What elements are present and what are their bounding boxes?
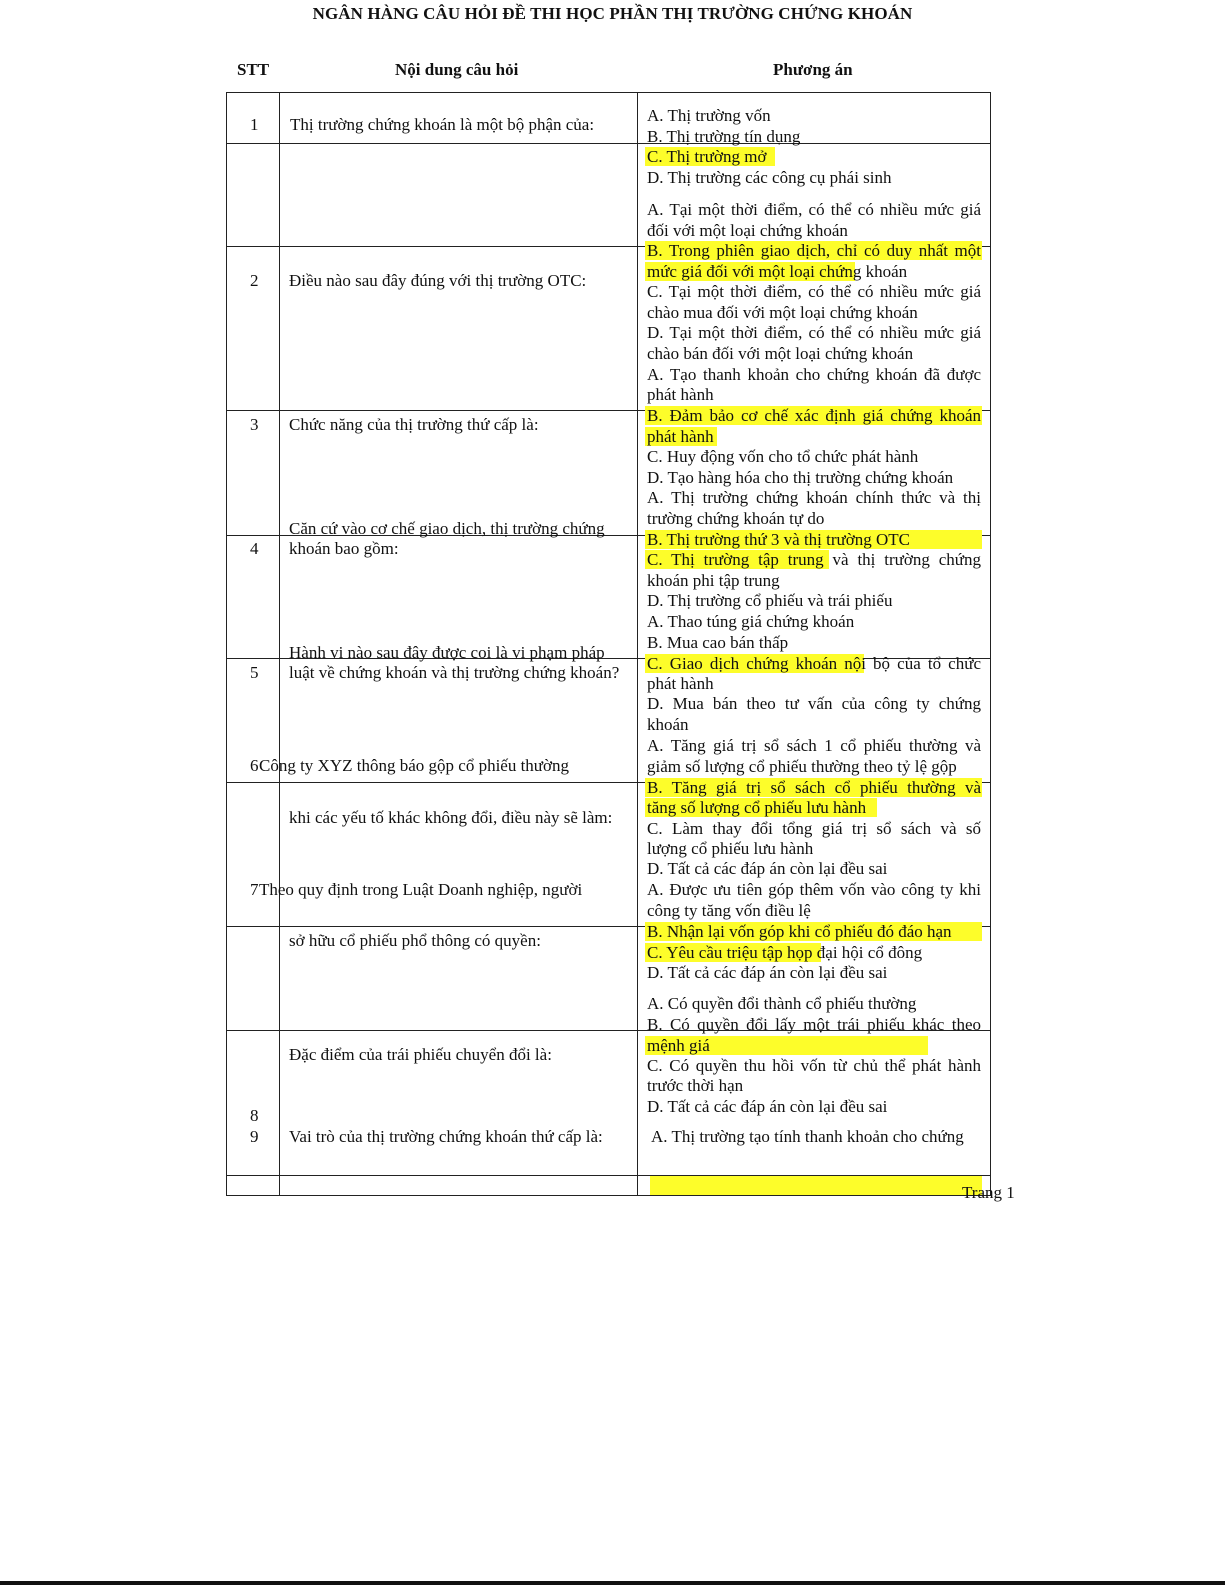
page-bottom-border (0, 1581, 1225, 1585)
header-options: Phương án (773, 60, 853, 79)
answer-option-highlighted: phát hành (647, 427, 714, 446)
question-text: Công ty XYZ thông báo gộp cổ phiếu thường (259, 756, 570, 775)
answer-option-highlighted: B. Trong phiên giao dịch, chỉ có duy nhất một (647, 241, 981, 260)
question-text: Căn cứ vào cơ chế giao dịch, thị trường chứng (289, 519, 605, 538)
answer-option: C. Có quyền thu hồi vốn từ chủ thể phát hành (647, 1056, 981, 1075)
answer-option: D. Mua bán theo tư vấn của công ty chứng (647, 694, 981, 713)
answer-option-highlighted: C. Thị trường tập trung và thị trường chứng (647, 550, 981, 569)
answer-option-highlighted: B. Tăng giá trị sổ sách cổ phiếu thường và (647, 778, 981, 797)
question-text: Đặc điểm của trái phiếu chuyển đổi là: (289, 1045, 552, 1064)
answer-option-highlighted: B. Có quyền đổi lấy một trái phiếu khác theo (647, 1015, 981, 1034)
answer-option-highlighted: mức giá đối với một loại chứng khoán (647, 262, 908, 281)
question-number: 4 (250, 539, 259, 558)
answer-option-highlighted: B. Thị trường thứ 3 và thị trường OTC (647, 530, 910, 549)
question-text: Theo quy định trong Luật Doanh nghiệp, người (259, 880, 583, 899)
page-number: Trang 1 (962, 1183, 1015, 1202)
answer-option-highlighted: mệnh giá (647, 1036, 710, 1055)
question-number: 8 (250, 1106, 259, 1125)
answer-option-highlighted: tăng số lượng cổ phiếu lưu hành (647, 798, 867, 817)
question-text: sở hữu cổ phiếu phổ thông có quyền: (289, 931, 541, 950)
answer-option: A. Được ưu tiên góp thêm vốn vào công ty khi (647, 880, 981, 899)
answer-option: lượng cổ phiếu lưu hành (647, 839, 814, 858)
question-text: Điều nào sau đây đúng với thị trường OTC: (289, 271, 587, 290)
answer-option: chào mua đối với một loại chứng khoán (647, 303, 918, 322)
question-number: 2 (250, 271, 259, 290)
answer-option: B. Mua cao bán thấp (647, 633, 789, 652)
answer-option: chào bán đối với một loại chứng khoán (647, 344, 914, 363)
answer-option: đối với một loại chứng khoán (647, 221, 848, 240)
question-text: khoán bao gồm: (289, 539, 399, 558)
question-number: 1 (250, 115, 259, 134)
answer-option: A. Có quyền đổi thành cổ phiếu thường (647, 994, 917, 1013)
question-number: 6 (250, 756, 259, 775)
answer-option: C. Huy động vốn cho tổ chức phát hành (647, 447, 919, 466)
answer-option: D. Thị trường các công cụ phái sinh (647, 168, 892, 187)
answer-option: D. Tất cả các đáp án còn lại đều sai (647, 859, 888, 878)
answer-option: khoán (647, 715, 689, 734)
question-text: Hành vi nào sau đây được coi là vi phạm pháp (289, 643, 605, 662)
question-text: Chức năng của thị trường thứ cấp là: (289, 415, 539, 434)
question-text: Vai trò của thị trường chứng khoán thứ cấp là: (289, 1127, 603, 1146)
answer-option: A. Tăng giá trị sổ sách 1 cổ phiếu thường và (647, 736, 981, 755)
answer-option: phát hành (647, 385, 714, 404)
answer-option: A. Thao túng giá chứng khoán (647, 612, 855, 631)
answer-option: trước thời hạn (647, 1076, 744, 1095)
question-number: 5 (250, 663, 259, 682)
answer-option: A. Thị trường chứng khoán chính thức và thị (647, 488, 981, 507)
answer-option-highlighted: C. Thị trường mở (647, 147, 767, 166)
answer-option-highlighted: C. Giao dịch chứng khoán nội bộ của tổ chức (647, 654, 981, 673)
question-text: luật về chứng khoán và thị trường chứng khoán? (289, 663, 620, 682)
answer-option: trường chứng khoán tự do (647, 509, 825, 528)
answer-option-highlighted: khoán phi tập trung (647, 571, 780, 590)
answer-option-highlighted: B. Nhận lại vốn góp khi cổ phiếu đó đáo hạn (647, 922, 952, 941)
answer-option: D. Tất cả các đáp án còn lại đều sai (647, 963, 888, 982)
answer-option: B. Thị trường tín dụng (647, 127, 801, 146)
question-number: 7 (250, 880, 259, 899)
header-stt: STT (237, 60, 270, 79)
answer-option: C. Tại một thời điểm, có thể có nhiều mức giá (647, 282, 981, 301)
answer-option: D. Thị trường cổ phiếu và trái phiếu (647, 591, 893, 610)
document-title: NGÂN HÀNG CÂU HỎI ĐỀ THI HỌC PHẦN THỊ TRƯỜNG CHỨNG KHOÁN (312, 4, 913, 23)
question-number: 3 (250, 415, 259, 434)
answer-option: A. Tại một thời điểm, có thể có nhiều mức giá (647, 200, 981, 219)
answer-option: D. Tại một thời điểm, có thể có nhiều mức giá (647, 323, 981, 342)
answer-option: công ty tăng vốn điều lệ (647, 901, 811, 920)
answer-option: C. Làm thay đổi tổng giá trị sổ sách và số (647, 819, 981, 838)
question-number: 9 (250, 1127, 259, 1146)
question-text: Thị trường chứng khoán là một bộ phận của: (290, 115, 595, 134)
answer-option: D. Tất cả các đáp án còn lại đều sai (647, 1097, 888, 1116)
header-question-content: Nội dung câu hỏi (395, 60, 519, 79)
question-text: khi các yếu tố khác không đổi, điều này sẽ làm: (289, 808, 613, 827)
answer-option: A. Tạo thanh khoản cho chứng khoán đã được (647, 365, 981, 384)
answer-option-highlighted: C. Yêu cầu triệu tập họp đại hội cổ đông (647, 943, 923, 962)
answer-option-highlighted: B. Đảm bảo cơ chế xác định giá chứng khoán (647, 406, 981, 425)
answer-option: A. Thị trường vốn (647, 106, 771, 125)
answer-option: giảm số lượng cổ phiếu thường theo tỷ lệ gộp (647, 757, 957, 776)
answer-option: D. Tạo hàng hóa cho thị trường chứng khoán (647, 468, 954, 487)
answer-option: A. Thị trường tạo tính thanh khoản cho chứng (651, 1127, 964, 1146)
answer-option-highlighted: phát hành (647, 674, 714, 693)
